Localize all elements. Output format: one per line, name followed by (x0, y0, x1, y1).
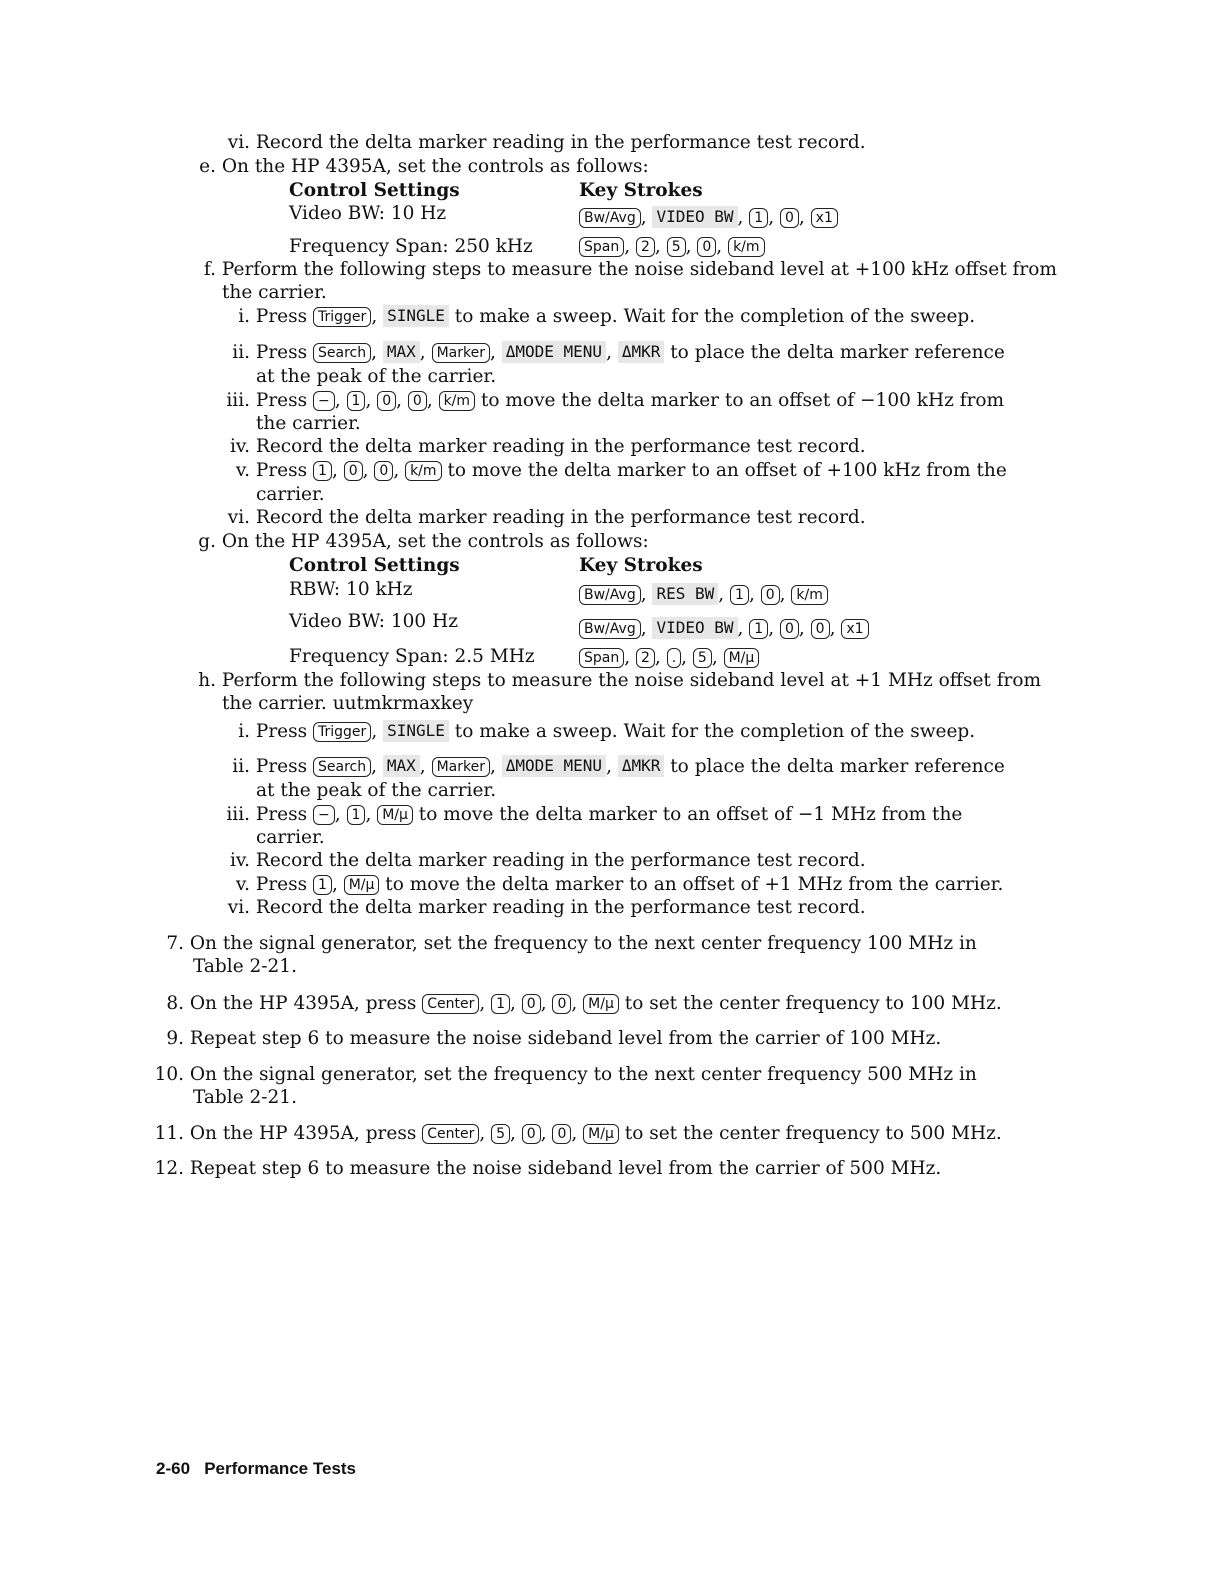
step-text: Record the delta marker reading in the performance test record. (255, 132, 866, 153)
key-0[interactable]: 0 (408, 391, 427, 411)
press-text: Press (255, 721, 308, 742)
step-h-iv (222, 849, 866, 873)
table1-row2-keys: Span , 2 , 5 , 0 , k/m (579, 235, 765, 259)
step-number: iv. (229, 436, 250, 457)
m-mu-key[interactable]: M/μ (377, 805, 413, 825)
step-number: h. (198, 670, 216, 691)
k-m-key[interactable]: k/m (439, 391, 475, 411)
bw-avg-key[interactable]: Bw/Avg (579, 585, 641, 605)
minus-key[interactable]: − (313, 391, 335, 411)
step-number: 10. (154, 1064, 184, 1085)
step-f-iii-continued: the carrier. (256, 413, 361, 434)
key-1[interactable]: 1 (347, 391, 366, 411)
center-key[interactable]: Center (422, 1124, 479, 1144)
step-text: to make a sweep. Wait for the completion of the sweep. (454, 721, 976, 742)
step-text: Record the delta marker reading in the performance test record. (255, 850, 866, 871)
key-0[interactable]: 0 (552, 994, 571, 1014)
step-text: to make a sweep. Wait for the completion of the sweep. (454, 306, 976, 327)
step-f-vi (222, 506, 866, 530)
step-number: i. (238, 306, 250, 327)
table2-row2-setting: Video BW: 100 Hz (289, 611, 458, 632)
step-f-ii: ii. Press Search , MAX , Marker , ΔMODE MENU , ΔMKR to place the delta marker reference (222, 341, 1005, 365)
trigger-key[interactable]: Trigger (313, 722, 371, 742)
key-0[interactable]: 0 (761, 585, 780, 605)
key-1[interactable]: 1 (749, 208, 768, 228)
step-text: On the HP 4395A, press (189, 1123, 417, 1144)
key-2[interactable]: 2 (636, 237, 655, 257)
step-f-v: v. Press 1 , 0 , 0 , k/m to move the delta marker to an offset of +100 kHz from the (222, 459, 1007, 483)
step-text: On the HP 4395A, press (189, 993, 417, 1014)
step-text: to move the delta marker to an offset of +100 kHz from the (447, 460, 1007, 481)
m-mu-key[interactable]: M/μ (344, 875, 380, 895)
step-text: to set the center frequency to 100 MHz. (624, 993, 1002, 1014)
step-f (194, 258, 1057, 282)
step-f-continued: the carrier. (222, 282, 327, 303)
step-number: i. (238, 721, 250, 742)
step-10 (154, 1063, 977, 1087)
step-number: 9. (166, 1028, 184, 1049)
key-5[interactable]: 5 (491, 1124, 510, 1144)
key-5[interactable]: 5 (693, 648, 712, 668)
step-e (194, 155, 649, 179)
key-1[interactable]: 1 (313, 875, 332, 895)
step-text: Perform the following steps to measure the noise sideband level at +100 kHz offset from (221, 259, 1057, 280)
press-text: Press (255, 460, 308, 481)
step-h-iii-continued: carrier. (256, 827, 325, 848)
step-number: e. (199, 156, 216, 177)
key-0[interactable]: 0 (344, 461, 363, 481)
step-h-ii: ii. Press Search , MAX , Marker , ΔMODE MENU , ΔMKR to place the delta marker reference (222, 755, 1005, 779)
press-text: Press (255, 804, 308, 825)
step-8: 8. On the HP 4395A, press Center , 1 , 0 , 0 , M/μ to set the center frequency to 100 MHz. (154, 992, 1002, 1016)
key-1[interactable]: 1 (347, 805, 366, 825)
step-number: ii. (232, 756, 250, 777)
marker-key[interactable]: Marker (432, 757, 490, 777)
bw-avg-key[interactable]: Bw/Avg (579, 619, 641, 639)
single-softkey[interactable]: SINGLE (383, 305, 449, 327)
press-text: Press (255, 342, 308, 363)
k-m-key[interactable]: k/m (791, 585, 827, 605)
step-g (194, 530, 649, 554)
table2-row1-keys: Bw/Avg , RES BW , 1 , 0 , k/m (579, 583, 828, 607)
step-h-vi (222, 896, 866, 920)
step-12 (154, 1157, 941, 1181)
step-h-i: i. Press Trigger , SINGLE to make a sweep. Wait for the completion of the sweep. (222, 720, 975, 744)
delta-mkr-softkey[interactable]: ΔMKR (618, 341, 665, 363)
table1-row1-keys: Bw/Avg , VIDEO BW , 1 , 0 , x1 (579, 206, 838, 230)
step-e-vi (222, 131, 866, 155)
minus-key[interactable]: − (313, 805, 335, 825)
m-mu-key[interactable]: M/μ (583, 994, 619, 1014)
step-text: On the HP 4395A, set the controls as follows: (221, 531, 649, 552)
step-text: to place the delta marker reference (670, 342, 1005, 363)
step-number: 8. (166, 993, 184, 1014)
step-number: v. (235, 460, 250, 481)
step-f-ii-continued: at the peak of the carrier. (256, 366, 497, 387)
step-text: Record the delta marker reading in the performance test record. (255, 507, 866, 528)
table1-row1-setting: Video BW: 10 Hz (289, 203, 447, 224)
search-key[interactable]: Search (313, 757, 371, 777)
step-number: 12. (154, 1158, 184, 1179)
step-number: f. (203, 259, 216, 280)
span-key[interactable]: Span (579, 237, 624, 257)
step-number: v. (235, 874, 250, 895)
step-number: iii. (226, 390, 250, 411)
key-0[interactable]: 0 (697, 237, 716, 257)
step-number: vi. (227, 132, 250, 153)
table2-row2-keys: Bw/Avg , VIDEO BW , 1 , 0 , 0 , x1 (579, 617, 869, 641)
table1-row2-setting: Frequency Span: 250 kHz (289, 236, 533, 257)
step-text: Repeat step 6 to measure the noise sideband level from the carrier of 500 MHz. (189, 1158, 942, 1179)
decimal-key[interactable]: . (667, 648, 681, 668)
key-1[interactable]: 1 (730, 585, 749, 605)
step-text: On the HP 4395A, set the controls as follows: (221, 156, 649, 177)
step-7-continued: Table 2-21. (193, 956, 297, 977)
step-h-ii-continued: at the peak of the carrier. (256, 780, 497, 801)
step-f-iii: iii. Press − , 1 , 0 , 0 , k/m to move the delta marker to an offset of −100 kHz from (222, 389, 1004, 413)
delta-mode-menu-softkey[interactable]: ΔMODE MENU (502, 755, 606, 777)
step-text: Repeat step 6 to measure the noise sideband level from the carrier of 100 MHz. (189, 1028, 942, 1049)
step-text: to set the center frequency to 500 MHz. (624, 1123, 1002, 1144)
press-text: Press (255, 390, 308, 411)
step-text: On the signal generator, set the frequency to the next center frequency 500 MHz in (189, 1064, 977, 1085)
page-number: 2-60 (156, 1459, 191, 1478)
span-key[interactable]: Span (579, 648, 624, 668)
table2-header-keys: Key Strokes (579, 555, 703, 576)
res-bw-softkey[interactable]: RES BW (652, 583, 718, 605)
search-key[interactable]: Search (313, 343, 371, 363)
table1-header-control: Control Settings (289, 180, 460, 201)
video-bw-softkey[interactable]: VIDEO BW (652, 206, 737, 228)
press-text: Press (255, 306, 308, 327)
key-0[interactable]: 0 (522, 994, 541, 1014)
table1-header-keys: Key Strokes (579, 180, 703, 201)
step-number: iii. (226, 804, 250, 825)
key-1[interactable]: 1 (491, 994, 510, 1014)
bw-avg-key[interactable]: Bw/Avg (579, 208, 641, 228)
key-0[interactable]: 0 (811, 619, 830, 639)
k-m-key[interactable]: k/m (728, 237, 764, 257)
trigger-key[interactable]: Trigger (313, 307, 371, 327)
step-10-continued: Table 2-21. (193, 1087, 297, 1108)
step-text: Record the delta marker reading in the performance test record. (255, 897, 866, 918)
step-number: 7. (166, 933, 184, 954)
step-number: vi. (227, 897, 250, 918)
step-h (194, 669, 1041, 693)
step-f-v-continued: carrier. (256, 484, 325, 505)
center-key[interactable]: Center (422, 994, 479, 1014)
step-text: Perform the following steps to measure the noise sideband level at +1 MHz offset from (221, 670, 1042, 691)
key-2[interactable]: 2 (636, 648, 655, 668)
max-softkey[interactable]: MAX (383, 341, 420, 363)
key-0[interactable]: 0 (522, 1124, 541, 1144)
press-text: Press (255, 874, 308, 895)
delta-mkr-softkey[interactable]: ΔMKR (618, 755, 665, 777)
step-number: 11. (154, 1123, 184, 1144)
single-softkey[interactable]: SINGLE (383, 720, 449, 742)
step-number: iv. (229, 850, 250, 871)
step-text: Record the delta marker reading in the performance test record. (255, 436, 866, 457)
page-footer (156, 1458, 356, 1480)
table2-row3-keys: Span , 2 , . , 5 , M/μ (579, 646, 759, 670)
press-text: Press (255, 756, 308, 777)
step-text: to move the delta marker to an offset of +1 MHz from the carrier. (385, 874, 1004, 895)
step-h-continued: the carrier. uutmkrmaxkey (222, 693, 474, 714)
step-h-v: v. Press 1 , M/μ to move the delta marker to an offset of +1 MHz from the carrier. (222, 873, 1003, 897)
table2-row1-setting: RBW: 10 kHz (289, 579, 413, 600)
k-m-key[interactable]: k/m (405, 461, 441, 481)
step-h-iii: iii. Press − , 1 , M/μ to move the delta marker to an offset of −1 MHz from the (222, 803, 962, 827)
step-text: to place the delta marker reference (670, 756, 1005, 777)
marker-key[interactable]: Marker (432, 343, 490, 363)
key-1[interactable]: 1 (313, 461, 332, 481)
key-0[interactable]: 0 (780, 208, 799, 228)
key-0[interactable]: 0 (374, 461, 393, 481)
step-f-iv (222, 435, 866, 459)
step-f-i: i. Press Trigger , SINGLE to make a sweep. Wait for the completion of the sweep. (222, 305, 975, 329)
key-0[interactable]: 0 (552, 1124, 571, 1144)
step-number: vi. (227, 507, 250, 528)
video-bw-softkey[interactable]: VIDEO BW (652, 617, 737, 639)
m-mu-key[interactable]: M/μ (724, 648, 760, 668)
key-0[interactable]: 0 (780, 619, 799, 639)
delta-mode-menu-softkey[interactable]: ΔMODE MENU (502, 341, 606, 363)
section-title: Performance Tests (204, 1459, 357, 1478)
step-text: to move the delta marker to an offset of −1 MHz from the (418, 804, 963, 825)
step-9 (154, 1027, 941, 1051)
step-number: ii. (232, 342, 250, 363)
max-softkey[interactable]: MAX (383, 755, 420, 777)
step-11: 11. On the HP 4395A, press Center , 5 , 0 , 0 , M/μ to set the center frequency to 500 MHz. (154, 1123, 1002, 1144)
key-5[interactable]: 5 (667, 237, 686, 257)
x1-key[interactable]: x1 (811, 208, 838, 228)
m-mu-key[interactable]: M/μ (583, 1124, 619, 1144)
key-0[interactable]: 0 (377, 391, 396, 411)
step-7 (154, 932, 977, 956)
step-number: g. (198, 531, 216, 552)
table2-header-control: Control Settings (289, 555, 460, 576)
x1-key[interactable]: x1 (841, 619, 868, 639)
table2-row3-setting: Frequency Span: 2.5 MHz (289, 646, 535, 667)
step-text: On the signal generator, set the frequency to the next center frequency 100 MHz in (189, 933, 977, 954)
key-1[interactable]: 1 (749, 619, 768, 639)
step-text: to move the delta marker to an offset of −100 kHz from (480, 390, 1005, 411)
